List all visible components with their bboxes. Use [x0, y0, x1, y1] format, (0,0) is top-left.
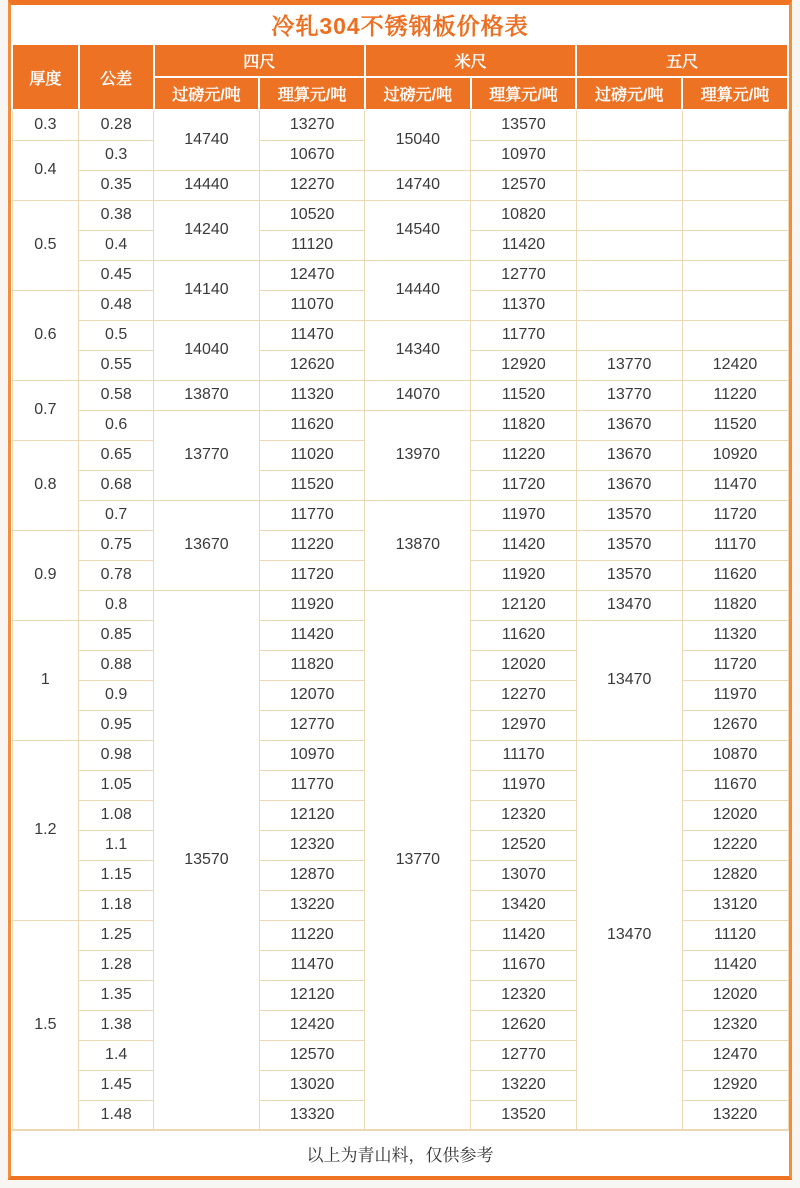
- header-four-ft-weighed: 过磅元/吨: [154, 77, 260, 110]
- cell-meter-calculated: 11620: [471, 620, 577, 650]
- cell-five-ft-calculated: [682, 170, 788, 200]
- cell-four-ft-calculated: 13270: [259, 110, 365, 140]
- cell-tolerance: 0.35: [79, 170, 154, 200]
- cell-five-ft-calculated: 11720: [682, 500, 788, 530]
- cell-four-ft-calculated: 12870: [259, 860, 365, 890]
- cell-meter-weighed: 14740: [365, 170, 471, 200]
- header-group-four-ft: 四尺: [154, 44, 365, 77]
- cell-five-ft-weighed: 13570: [576, 500, 682, 530]
- cell-four-ft-calculated: 13220: [259, 890, 365, 920]
- header-thickness: 厚度: [12, 44, 79, 110]
- cell-five-ft-calculated: 11170: [682, 530, 788, 560]
- cell-five-ft-calculated: 11220: [682, 380, 788, 410]
- cell-four-ft-calculated: 11020: [259, 440, 365, 470]
- cell-four-ft-calculated: 11470: [259, 320, 365, 350]
- cell-tolerance: 1.28: [79, 950, 154, 980]
- cell-five-ft-weighed: [576, 200, 682, 230]
- cell-four-ft-calculated: 12320: [259, 830, 365, 860]
- cell-four-ft-weighed: 14040: [154, 320, 260, 380]
- cell-four-ft-calculated: 11520: [259, 470, 365, 500]
- cell-tolerance: 0.58: [79, 380, 154, 410]
- cell-tolerance: 0.95: [79, 710, 154, 740]
- cell-meter-calculated: 12770: [471, 1040, 577, 1070]
- cell-four-ft-calculated: 13320: [259, 1100, 365, 1130]
- cell-four-ft-calculated: 12420: [259, 1010, 365, 1040]
- cell-thickness: 0.4: [12, 140, 79, 200]
- cell-meter-calculated: 11820: [471, 410, 577, 440]
- cell-four-ft-weighed: 13770: [154, 410, 260, 500]
- cell-five-ft-weighed: [576, 290, 682, 320]
- cell-meter-weighed: 14070: [365, 380, 471, 410]
- header-five-ft-weighed: 过磅元/吨: [576, 77, 682, 110]
- cell-meter-calculated: 11420: [471, 920, 577, 950]
- cell-thickness: 0.8: [12, 440, 79, 530]
- cell-tolerance: 0.7: [79, 500, 154, 530]
- cell-four-ft-calculated: 11920: [259, 590, 365, 620]
- cell-thickness: 0.7: [12, 380, 79, 440]
- cell-five-ft-weighed: 13770: [576, 380, 682, 410]
- cell-tolerance: 0.4: [79, 230, 154, 260]
- table-row: [12, 260, 788, 290]
- cell-four-ft-weighed: 14440: [154, 170, 260, 200]
- cell-meter-weighed: 14540: [365, 200, 471, 260]
- cell-meter-calculated: 13220: [471, 1070, 577, 1100]
- cell-meter-calculated: 11970: [471, 770, 577, 800]
- cell-tolerance: 0.8: [79, 590, 154, 620]
- header-tolerance: 公差: [79, 44, 154, 110]
- cell-five-ft-weighed: 13470: [576, 590, 682, 620]
- cell-five-ft-weighed: [576, 230, 682, 260]
- header-meter-weighed: 过磅元/吨: [365, 77, 471, 110]
- cell-meter-calculated: 12920: [471, 350, 577, 380]
- cell-four-ft-calculated: 12470: [259, 260, 365, 290]
- cell-five-ft-calculated: 13220: [682, 1100, 788, 1130]
- cell-five-ft-weighed: [576, 260, 682, 290]
- cell-meter-weighed: 13870: [365, 500, 471, 590]
- cell-tolerance: 0.65: [79, 440, 154, 470]
- cell-four-ft-calculated: 11070: [259, 290, 365, 320]
- cell-five-ft-calculated: 12820: [682, 860, 788, 890]
- cell-five-ft-weighed: 13470: [576, 740, 682, 1130]
- cell-meter-calculated: 12970: [471, 710, 577, 740]
- cell-thickness: 1.2: [12, 740, 79, 920]
- cell-meter-calculated: 13570: [471, 110, 577, 140]
- cell-tolerance: 1.35: [79, 980, 154, 1010]
- cell-five-ft-calculated: [682, 290, 788, 320]
- cell-five-ft-calculated: [682, 320, 788, 350]
- cell-five-ft-weighed: 13770: [576, 350, 682, 380]
- cell-four-ft-calculated: 10520: [259, 200, 365, 230]
- cell-tolerance: 1.18: [79, 890, 154, 920]
- cell-meter-calculated: 12020: [471, 650, 577, 680]
- cell-meter-calculated: 11920: [471, 560, 577, 590]
- cell-four-ft-calculated: 12070: [259, 680, 365, 710]
- cell-meter-calculated: 11520: [471, 380, 577, 410]
- cell-meter-calculated: 11720: [471, 470, 577, 500]
- cell-five-ft-weighed: 13470: [576, 620, 682, 740]
- cell-tolerance: 0.45: [79, 260, 154, 290]
- cell-four-ft-weighed: 13670: [154, 500, 260, 590]
- cell-tolerance: 1.1: [79, 830, 154, 860]
- cell-four-ft-calculated: 11620: [259, 410, 365, 440]
- cell-five-ft-calculated: 12470: [682, 1040, 788, 1070]
- cell-thickness: 0.9: [12, 530, 79, 620]
- footer-row: [12, 1130, 788, 1176]
- cell-meter-calculated: 13520: [471, 1100, 577, 1130]
- footer-note: 以上为青山料，仅供参考: [12, 1130, 788, 1176]
- header-five-ft-calculated: 理算元/吨: [682, 77, 788, 110]
- cell-four-ft-weighed: 13870: [154, 380, 260, 410]
- cell-meter-weighed: 13770: [365, 590, 471, 1130]
- cell-tolerance: 0.98: [79, 740, 154, 770]
- cell-thickness: 0.6: [12, 290, 79, 380]
- cell-five-ft-calculated: 10920: [682, 440, 788, 470]
- cell-meter-calculated: 11670: [471, 950, 577, 980]
- cell-four-ft-weighed: 14140: [154, 260, 260, 320]
- cell-five-ft-calculated: 11620: [682, 560, 788, 590]
- cell-four-ft-calculated: 12120: [259, 980, 365, 1010]
- cell-five-ft-calculated: 12320: [682, 1010, 788, 1040]
- cell-tolerance: 0.55: [79, 350, 154, 380]
- cell-meter-calculated: 11420: [471, 530, 577, 560]
- cell-meter-calculated: 12270: [471, 680, 577, 710]
- cell-four-ft-calculated: 12770: [259, 710, 365, 740]
- cell-meter-calculated: 12620: [471, 1010, 577, 1040]
- cell-five-ft-weighed: [576, 140, 682, 170]
- cell-meter-weighed: 15040: [365, 110, 471, 170]
- cell-tolerance: 0.3: [79, 140, 154, 170]
- cell-tolerance: 1.38: [79, 1010, 154, 1040]
- cell-five-ft-calculated: [682, 140, 788, 170]
- cell-tolerance: 0.28: [79, 110, 154, 140]
- cell-tolerance: 0.6: [79, 410, 154, 440]
- table-row: [12, 170, 788, 200]
- cell-five-ft-calculated: 11520: [682, 410, 788, 440]
- price-sheet: [8, 0, 792, 1180]
- cell-tolerance: 0.38: [79, 200, 154, 230]
- header-four-ft-calculated: 理算元/吨: [259, 77, 365, 110]
- cell-five-ft-calculated: 12670: [682, 710, 788, 740]
- cell-five-ft-weighed: 13570: [576, 530, 682, 560]
- cell-four-ft-calculated: 11770: [259, 770, 365, 800]
- cell-meter-calculated: 11170: [471, 740, 577, 770]
- cell-meter-calculated: 11770: [471, 320, 577, 350]
- cell-four-ft-calculated: 12120: [259, 800, 365, 830]
- price-table: [11, 5, 789, 1176]
- cell-five-ft-calculated: 11820: [682, 590, 788, 620]
- cell-five-ft-calculated: 11320: [682, 620, 788, 650]
- cell-five-ft-weighed: 13670: [576, 470, 682, 500]
- cell-four-ft-calculated: 10670: [259, 140, 365, 170]
- cell-meter-calculated: 11370: [471, 290, 577, 320]
- cell-five-ft-calculated: 11470: [682, 470, 788, 500]
- cell-meter-calculated: 12320: [471, 800, 577, 830]
- cell-meter-calculated: 11970: [471, 500, 577, 530]
- cell-five-ft-calculated: 11670: [682, 770, 788, 800]
- cell-four-ft-calculated: 11820: [259, 650, 365, 680]
- table-row: [12, 110, 788, 140]
- cell-four-ft-calculated: 11120: [259, 230, 365, 260]
- cell-meter-weighed: 13970: [365, 410, 471, 500]
- table-row: [12, 410, 788, 440]
- header-group-meter: 米尺: [365, 44, 576, 77]
- cell-thickness: 1.5: [12, 920, 79, 1130]
- cell-five-ft-calculated: 12920: [682, 1070, 788, 1100]
- cell-meter-calculated: 11220: [471, 440, 577, 470]
- page-title: 冷轧304不锈钢板价格表: [12, 5, 788, 44]
- table-row: [12, 500, 788, 530]
- cell-four-ft-calculated: 11770: [259, 500, 365, 530]
- cell-four-ft-calculated: 11420: [259, 620, 365, 650]
- cell-five-ft-calculated: 13120: [682, 890, 788, 920]
- cell-meter-weighed: 14440: [365, 260, 471, 320]
- cell-five-ft-calculated: [682, 200, 788, 230]
- cell-five-ft-calculated: 12020: [682, 980, 788, 1010]
- cell-five-ft-weighed: [576, 170, 682, 200]
- cell-meter-calculated: 11420: [471, 230, 577, 260]
- header-meter-calculated: 理算元/吨: [471, 77, 577, 110]
- cell-five-ft-weighed: [576, 110, 682, 140]
- cell-four-ft-calculated: 11220: [259, 920, 365, 950]
- cell-meter-calculated: 10820: [471, 200, 577, 230]
- cell-tolerance: 1.25: [79, 920, 154, 950]
- cell-four-ft-calculated: 11320: [259, 380, 365, 410]
- cell-four-ft-calculated: 12570: [259, 1040, 365, 1070]
- cell-tolerance: 0.9: [79, 680, 154, 710]
- cell-four-ft-calculated: 11220: [259, 530, 365, 560]
- cell-four-ft-calculated: 12620: [259, 350, 365, 380]
- cell-tolerance: 0.78: [79, 560, 154, 590]
- cell-five-ft-calculated: 11970: [682, 680, 788, 710]
- cell-thickness: 1: [12, 620, 79, 740]
- cell-tolerance: 0.75: [79, 530, 154, 560]
- header-group-five-ft: 五尺: [576, 44, 788, 77]
- cell-meter-weighed: 14340: [365, 320, 471, 380]
- cell-thickness: 0.5: [12, 200, 79, 290]
- cell-four-ft-weighed: 13570: [154, 590, 260, 1130]
- cell-meter-calculated: 12320: [471, 980, 577, 1010]
- cell-five-ft-weighed: 13670: [576, 440, 682, 470]
- cell-four-ft-calculated: 12270: [259, 170, 365, 200]
- table-row: [12, 320, 788, 350]
- cell-five-ft-calculated: 12420: [682, 350, 788, 380]
- cell-tolerance: 1.15: [79, 860, 154, 890]
- cell-tolerance: 0.5: [79, 320, 154, 350]
- cell-meter-calculated: 12570: [471, 170, 577, 200]
- cell-four-ft-calculated: 11720: [259, 560, 365, 590]
- cell-tolerance: 0.88: [79, 650, 154, 680]
- cell-meter-calculated: 13070: [471, 860, 577, 890]
- cell-tolerance: 1.48: [79, 1100, 154, 1130]
- table-row: [12, 380, 788, 410]
- cell-four-ft-calculated: 11470: [259, 950, 365, 980]
- cell-thickness: 0.3: [12, 110, 79, 140]
- cell-five-ft-calculated: 11420: [682, 950, 788, 980]
- cell-four-ft-weighed: 14240: [154, 200, 260, 260]
- table-row: [12, 200, 788, 230]
- price-table-body: [12, 110, 788, 1130]
- cell-tolerance: 1.08: [79, 800, 154, 830]
- cell-meter-calculated: 10970: [471, 140, 577, 170]
- cell-five-ft-weighed: 13670: [576, 410, 682, 440]
- cell-four-ft-calculated: 10970: [259, 740, 365, 770]
- cell-five-ft-calculated: 12220: [682, 830, 788, 860]
- cell-tolerance: 0.68: [79, 470, 154, 500]
- cell-tolerance: 0.48: [79, 290, 154, 320]
- cell-five-ft-calculated: [682, 260, 788, 290]
- table-row: [12, 590, 788, 620]
- cell-five-ft-calculated: 11120: [682, 920, 788, 950]
- cell-five-ft-calculated: [682, 230, 788, 260]
- cell-five-ft-calculated: 10870: [682, 740, 788, 770]
- group-header-row: [12, 44, 788, 77]
- cell-tolerance: 1.05: [79, 770, 154, 800]
- cell-meter-calculated: 12520: [471, 830, 577, 860]
- cell-meter-calculated: 12120: [471, 590, 577, 620]
- cell-five-ft-weighed: [576, 320, 682, 350]
- cell-tolerance: 1.4: [79, 1040, 154, 1070]
- cell-tolerance: 0.85: [79, 620, 154, 650]
- cell-four-ft-calculated: 13020: [259, 1070, 365, 1100]
- cell-five-ft-weighed: 13570: [576, 560, 682, 590]
- cell-five-ft-calculated: 11720: [682, 650, 788, 680]
- cell-five-ft-calculated: 12020: [682, 800, 788, 830]
- cell-tolerance: 1.45: [79, 1070, 154, 1100]
- cell-meter-calculated: 13420: [471, 890, 577, 920]
- cell-meter-calculated: 12770: [471, 260, 577, 290]
- cell-five-ft-calculated: [682, 110, 788, 140]
- cell-four-ft-weighed: 14740: [154, 110, 260, 170]
- title-row: [12, 5, 788, 44]
